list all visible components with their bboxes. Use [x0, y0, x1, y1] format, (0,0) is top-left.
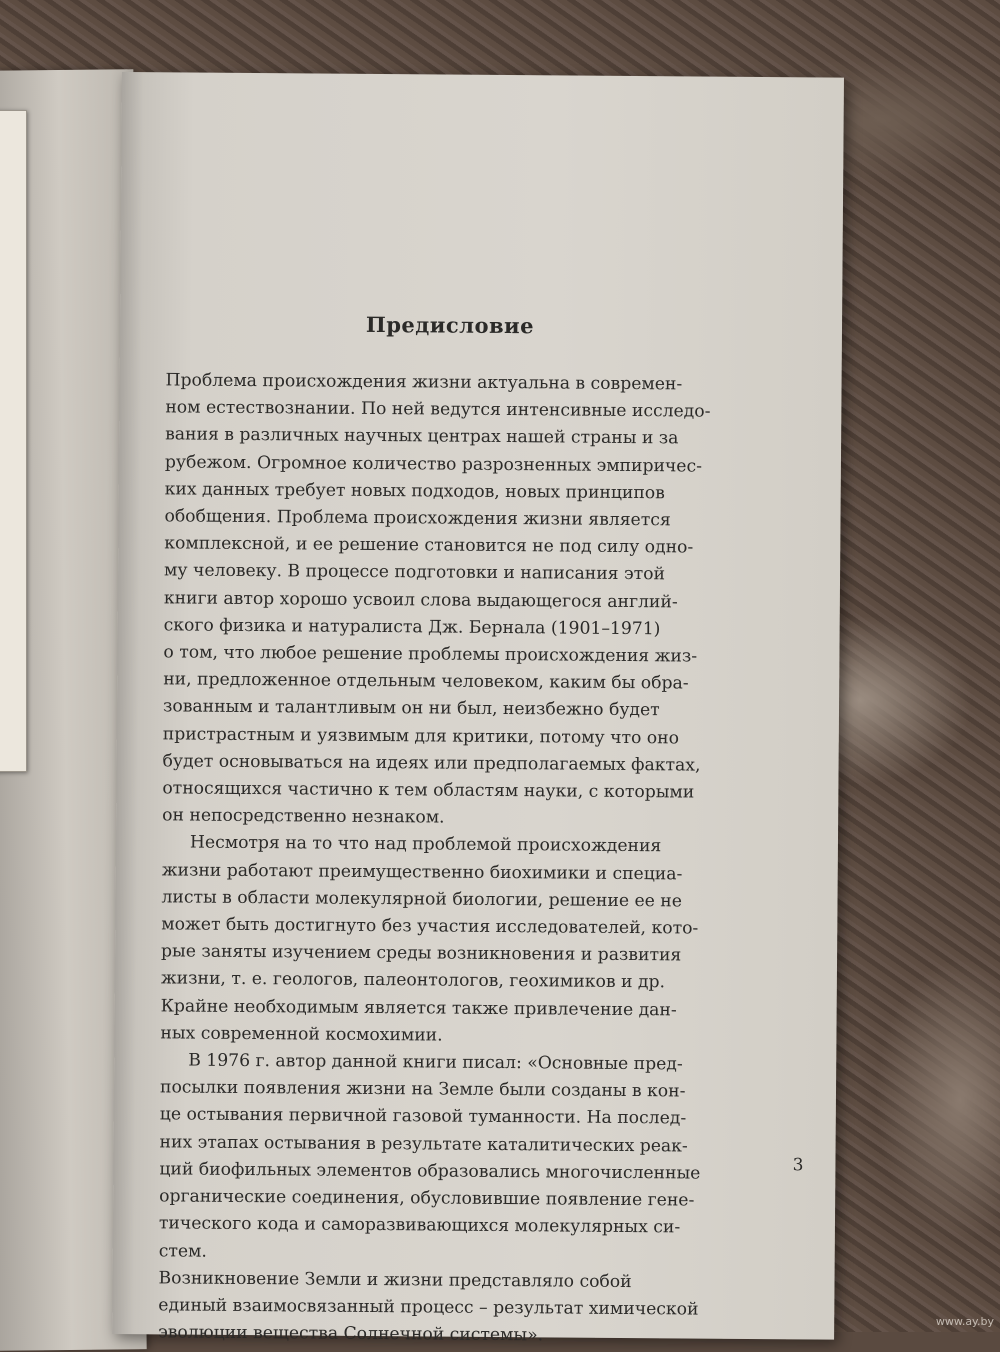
text-line: Проблема происхождения жизни актуальна в современ-: [165, 370, 683, 395]
text-line: пристрастным и уязвимым для критики, потому что оно: [162, 723, 680, 749]
text-line: ни, предложенное отдельным человеком, каким бы обра-: [163, 669, 689, 694]
text-line: он непосредственно незнаком.: [162, 805, 445, 828]
text-line: жизни работают преимущественно биохимики и специа-: [161, 859, 683, 885]
text-line: ского физика и натуралиста Дж. Бернала (1901–1971): [163, 615, 661, 640]
text-line: комплексной, и ее решение становится не под силу одно-: [164, 533, 694, 558]
text-line: них этапах остывания в результате каталитических реак-: [159, 1132, 688, 1157]
book-page: [112, 72, 844, 1346]
page-heading: Предисловие: [365, 311, 535, 339]
paragraph: [162, 367, 794, 834]
text-line: ций биофильных элементов образовались многочисленные: [159, 1159, 701, 1184]
text-line: книги автор хорошо усвоил слова выдающегося англий-: [163, 587, 678, 613]
page-text: [158, 310, 794, 1351]
text-line: листы в области молекулярной биологии, решение ее не: [161, 887, 683, 912]
text-line: вания в различных научных центрах нашей страны и за: [165, 424, 679, 449]
text-line: единый взаимосвязанный процесс – результат химической: [158, 1295, 699, 1320]
page-number: 3: [792, 1155, 804, 1176]
text-line: Возникновение Земли и жизни представляло собой: [158, 1268, 632, 1292]
text-line: обобщения. Проблема происхождения жизни является: [164, 506, 671, 531]
text-line: стем.: [158, 1240, 207, 1262]
paragraph: [158, 1265, 787, 1352]
paragraph: [159, 1047, 789, 1270]
text-line: рубежом. Огромное количество разрозненных эмпиричес-: [164, 451, 703, 477]
text-line: будет основываться на идеях или предполагаемых фактах,: [162, 751, 701, 776]
text-line: ном естествознании. По ней ведутся интенсивные исследо-: [165, 397, 711, 422]
text-line: Несмотря на то что над проблемой происхождения: [189, 833, 662, 857]
paragraph: [160, 830, 790, 1053]
text-line: В 1976 г. автор данной книги писал: «Основные пред-: [188, 1050, 683, 1075]
text-line: эволюции вещества Солнечной системы».: [158, 1322, 544, 1346]
watermark: www.ay.by: [935, 1315, 994, 1328]
text-line: может быть достигнуто без участия исследователей, кото-: [161, 914, 699, 939]
text-line: ких данных требует новых подходов, новых принципов: [164, 479, 665, 504]
text-line: жизни, т. е. геологов, палеонтологов, геохимиков и др.: [160, 968, 666, 993]
text-line: рые заняты изучением среды возникновения и развития: [161, 941, 682, 966]
left-bookmark-card: [0, 110, 27, 772]
text-line: му человеку. В процессе подготовки и написания этой: [164, 560, 666, 585]
text-line: Крайне необходимым является также привлечение дан-: [160, 996, 677, 1021]
text-line: зованным и талантливым он ни был, неизбежно будет: [162, 696, 660, 721]
text-line: относящихся частично к тем областям науки, с которыми: [162, 778, 695, 803]
text-line: ных современной космохимии.: [160, 1023, 443, 1046]
text-line: тического кода и саморазвивающихся молекулярных си-: [158, 1213, 681, 1238]
text-line: о том, что любое решение проблемы происхождения жиз-: [163, 642, 698, 667]
paragraphs: [158, 367, 794, 1351]
text-line: посылки появления жизни на Земле были созданы в кон-: [159, 1077, 686, 1102]
text-line: органические соединения, обусловившие появление гене-: [159, 1186, 695, 1211]
text-line: це остывания первичной газовой туманности. На послед-: [159, 1104, 687, 1129]
